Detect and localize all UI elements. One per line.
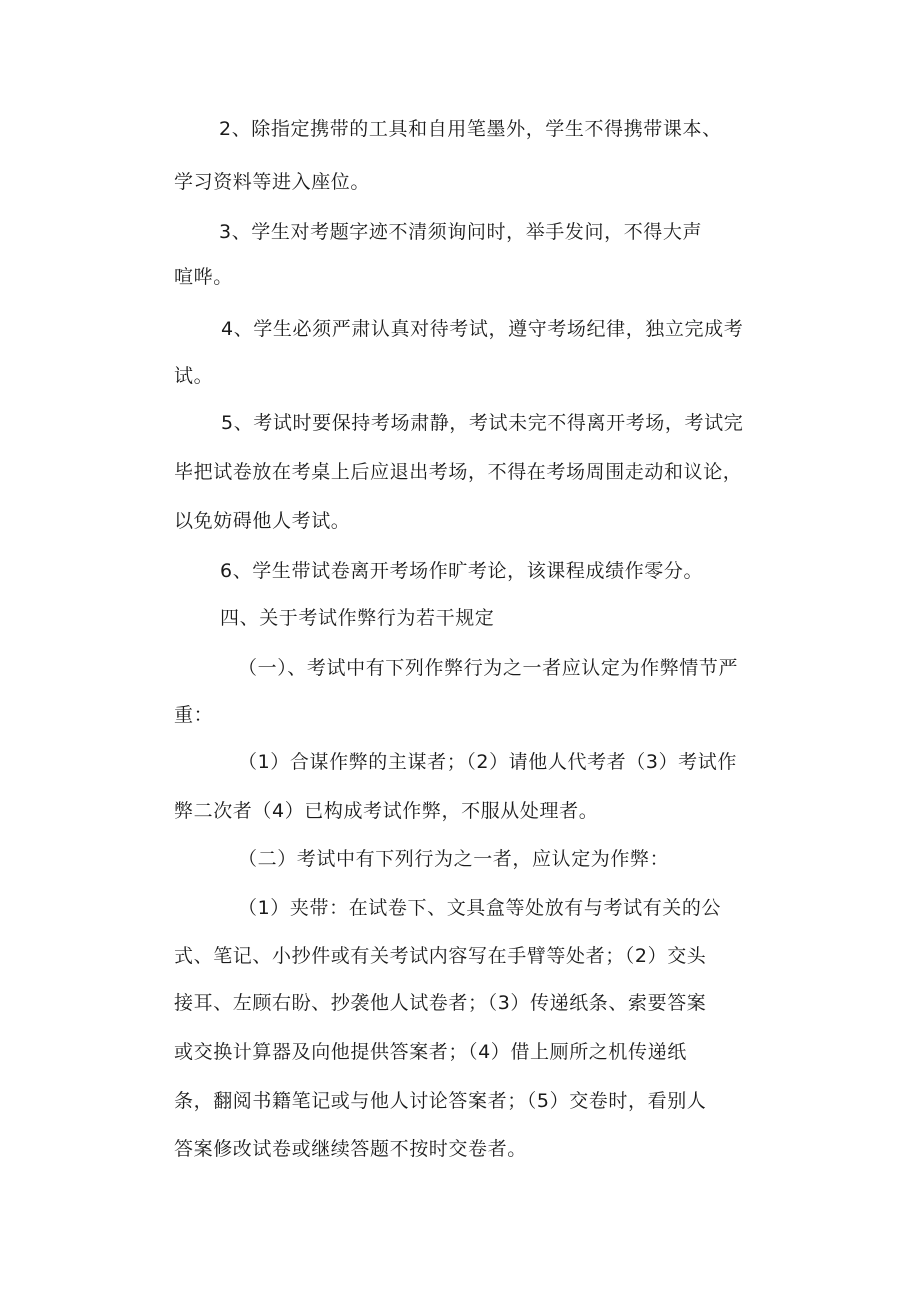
part-2-line-4: 或交换计算器及向他提供答案者；（4）借上厕所之机传递纸 xyxy=(174,1041,687,1063)
part-1-items-line-2: 弊二次者（4）已构成考试作弊，不服从处理者。 xyxy=(174,800,599,822)
rule-6-line-1: 6、学生带试卷离开考场作旷考论，该课程成绩作零分。 xyxy=(220,560,704,582)
rule-4-line-2: 试。 xyxy=(174,365,214,387)
rule-3-line-2: 喧哗。 xyxy=(174,266,233,288)
part-1-line-1: （一）、考试中有下列作弊行为之一者应认定为作弊情节严 xyxy=(238,657,739,679)
rule-5-line-3: 以免妨碍他人考试。 xyxy=(174,510,351,532)
part-2-line-6: 答案修改试卷或继续答题不按时交卷者。 xyxy=(174,1138,527,1160)
part-2-heading: （二）考试中有下列行为之一者，应认定为作弊： xyxy=(238,848,670,870)
part-2-line-1: （1）夹带：在试卷下、文具盒等处放有与考试有关的公 xyxy=(238,897,722,919)
part-2-line-5: 条，翻阅书籍笔记或与他人讨论答案者；（5）交卷时，看别人 xyxy=(174,1090,707,1112)
rule-5-line-2: 毕把试卷放在考桌上后应退出考场，不得在考场周围走动和议论， xyxy=(174,461,743,483)
rule-2-line-2: 学习资料等进入座位。 xyxy=(174,171,371,193)
rule-3-line-1: 3、学生对考题字迹不清须询问时，举手发问，不得大声 xyxy=(219,221,703,243)
section-4-heading: 四、关于考试作弊行为若干规定 xyxy=(220,607,495,629)
part-2-line-2: 式、笔记、小抄件或有关考试内容写在手臂等处者；（2）交头 xyxy=(174,945,707,967)
rule-5-line-1: 5、考试时要保持考场肃静，考试未完不得离开考场，考试完 xyxy=(221,412,744,434)
part-2-line-3: 接耳、左顾右盼、抄袭他人试卷者；（3）传递纸条、索要答案 xyxy=(174,992,707,1014)
rule-2-line-1: 2、除指定携带的工具和自用笔墨外，学生不得携带课本、 xyxy=(219,118,722,140)
rule-4-line-1: 4、学生必须严肃认真对待考试，遵守考场纪律，独立完成考 xyxy=(221,318,744,340)
part-1-items-line-1: （1）合谋作弊的主谋者；（2）请他人代考者（3）考试作 xyxy=(238,751,737,773)
part-1-line-2: 重： xyxy=(174,704,214,726)
